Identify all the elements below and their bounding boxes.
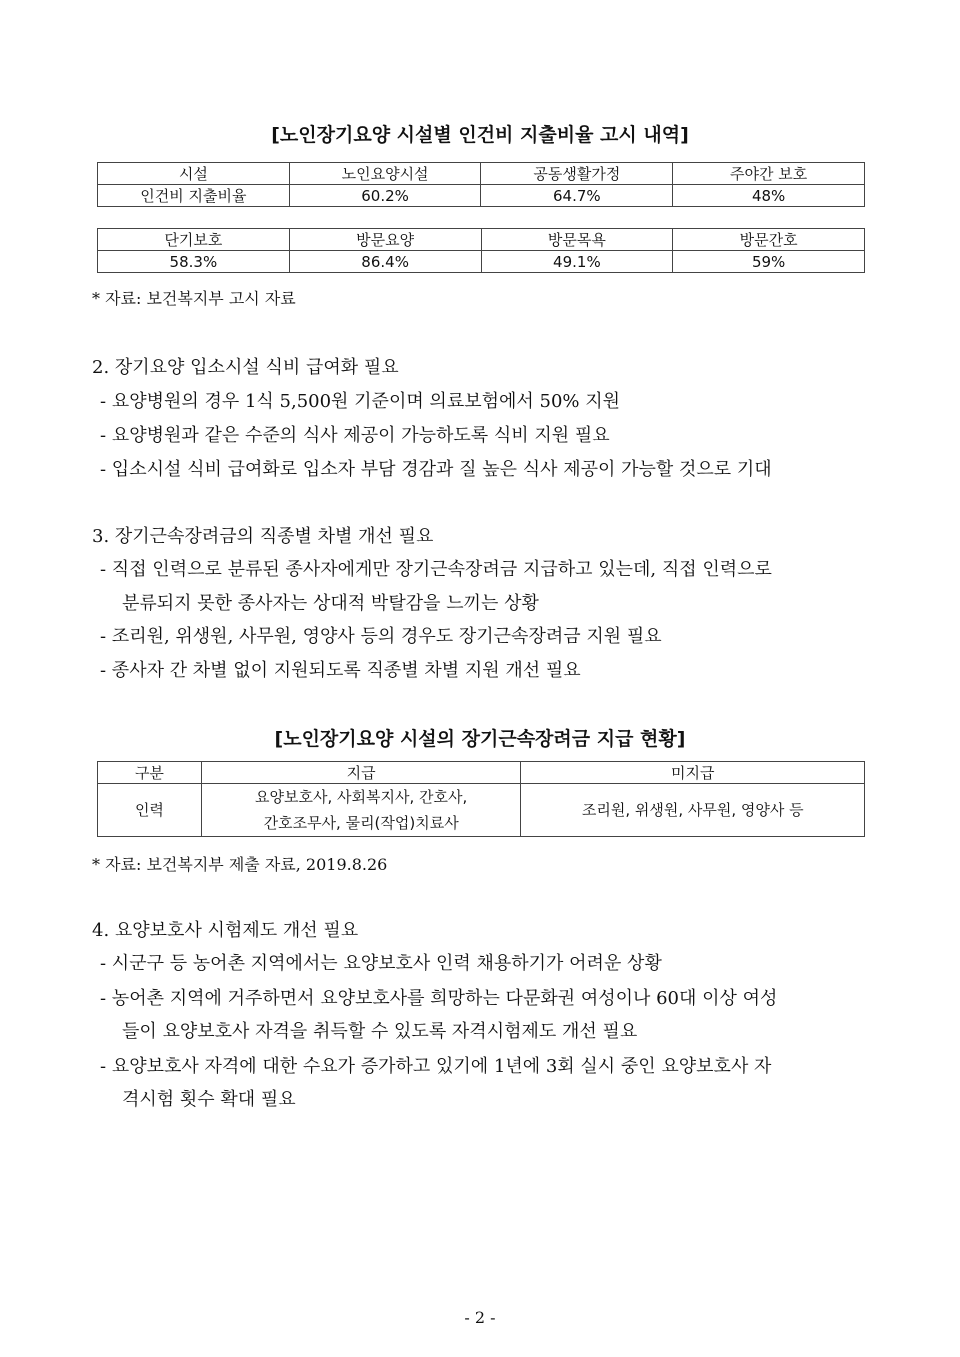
table-cell: 방문목욕 <box>481 229 673 251</box>
table-row <box>98 185 865 207</box>
table-cell: 64.7% <box>481 185 673 207</box>
table-cell: 구분 <box>98 762 202 784</box>
table-cell: 49.1% <box>481 251 673 273</box>
table-cell: 공동생활가정 <box>481 163 673 185</box>
section3-heading: 3. 장기근속장려금의 직종별 차별 개선 필요 <box>92 526 434 547</box>
table-cell: 60.2% <box>289 185 481 207</box>
table-row <box>98 762 865 784</box>
personnel-cost-table-2 <box>97 228 865 273</box>
list-item: - 종사자 간 차별 없이 지원되도록 직종별 차별 지원 개선 필요 <box>100 660 581 681</box>
list-item-continuation: 분류되지 못한 종사자는 상대적 박탈감을 느끼는 상황 <box>122 593 539 614</box>
table-cell: 48% <box>673 185 865 207</box>
table-row <box>98 251 865 273</box>
personnel-cost-table-1 <box>97 162 865 207</box>
table-cell: 시설 <box>98 163 290 185</box>
list-item: - 농어촌 지역에 거주하면서 요양보호사를 희망하는 다문화권 여성이나 60대 이상 여성 <box>100 988 778 1009</box>
list-item: - 시군구 등 농어촌 지역에서는 요양보호사 인력 채용하기가 어려운 상황 <box>100 953 662 974</box>
section2-heading: 2. 장기요양 입소시설 식비 급여화 필요 <box>92 357 399 378</box>
list-item-continuation: 격시험 횟수 확대 필요 <box>122 1089 296 1110</box>
list-item: - 요양병원의 경우 1식 5,500원 기준이며 의료보험에서 50% 지원 <box>100 391 620 412</box>
list-item: - 요양보호사 자격에 대한 수요가 증가하고 있기에 1년에 3회 실시 중인 요양보호사 자 <box>100 1056 772 1077</box>
table-cell: 조리원, 위생원, 사무원, 영양사 등 <box>521 784 865 837</box>
table-cell: 인력 <box>98 784 202 837</box>
list-item: - 요양병원과 같은 수준의 식사 제공이 가능하도록 식비 지원 필요 <box>100 425 610 446</box>
table-cell: 59% <box>673 251 865 273</box>
table1-title: [노인장기요양 시설별 인건비 지출비율 고시 내역] <box>271 124 689 146</box>
paid-line: 간호조무사, 물리(작업)치료사 <box>263 814 459 832</box>
long-service-allowance-table <box>97 761 865 837</box>
table2-title: [노인장기요양 시설의 장기근속장려금 지급 현황] <box>274 728 686 750</box>
table-row <box>98 229 865 251</box>
table-cell: 지급 <box>201 762 521 784</box>
section4-heading: 4. 요양보호사 시험제도 개선 필요 <box>92 920 359 941</box>
table-cell: 86.4% <box>289 251 481 273</box>
table-cell: 방문요양 <box>289 229 481 251</box>
list-item: - 조리원, 위생원, 사무원, 영양사 등의 경우도 장기근속장려금 지원 필요 <box>100 626 662 647</box>
list-item: - 입소시설 식비 급여화로 입소자 부담 경감과 질 높은 식사 제공이 가능할 것으로 기대 <box>100 459 772 480</box>
paid-line: 요양보호사, 사회복지사, 간호사, <box>255 788 468 806</box>
table-cell <box>201 784 521 837</box>
page-number: - 2 - <box>464 1308 496 1327</box>
table-cell: 노인요양시설 <box>289 163 481 185</box>
table-cell: 인건비 지출비율 <box>98 185 290 207</box>
table-row <box>98 784 865 837</box>
table-cell: 단기보호 <box>98 229 290 251</box>
table-row <box>98 163 865 185</box>
table-cell: 주야간 보호 <box>673 163 865 185</box>
table2-source: * 자료: 보건복지부 제출 자료, 2019.8.26 <box>92 855 388 874</box>
list-item-continuation: 들이 요양보호사 자격을 취득할 수 있도록 자격시험제도 개선 필요 <box>122 1021 638 1042</box>
table-cell: 58.3% <box>98 251 290 273</box>
table-cell: 미지급 <box>521 762 865 784</box>
table-cell: 방문간호 <box>673 229 865 251</box>
list-item: - 직접 인력으로 분류된 종사자에게만 장기근속장려금 지급하고 있는데, 직접 인력으로 <box>100 559 772 580</box>
table1-source: * 자료: 보건복지부 고시 자료 <box>92 289 296 308</box>
